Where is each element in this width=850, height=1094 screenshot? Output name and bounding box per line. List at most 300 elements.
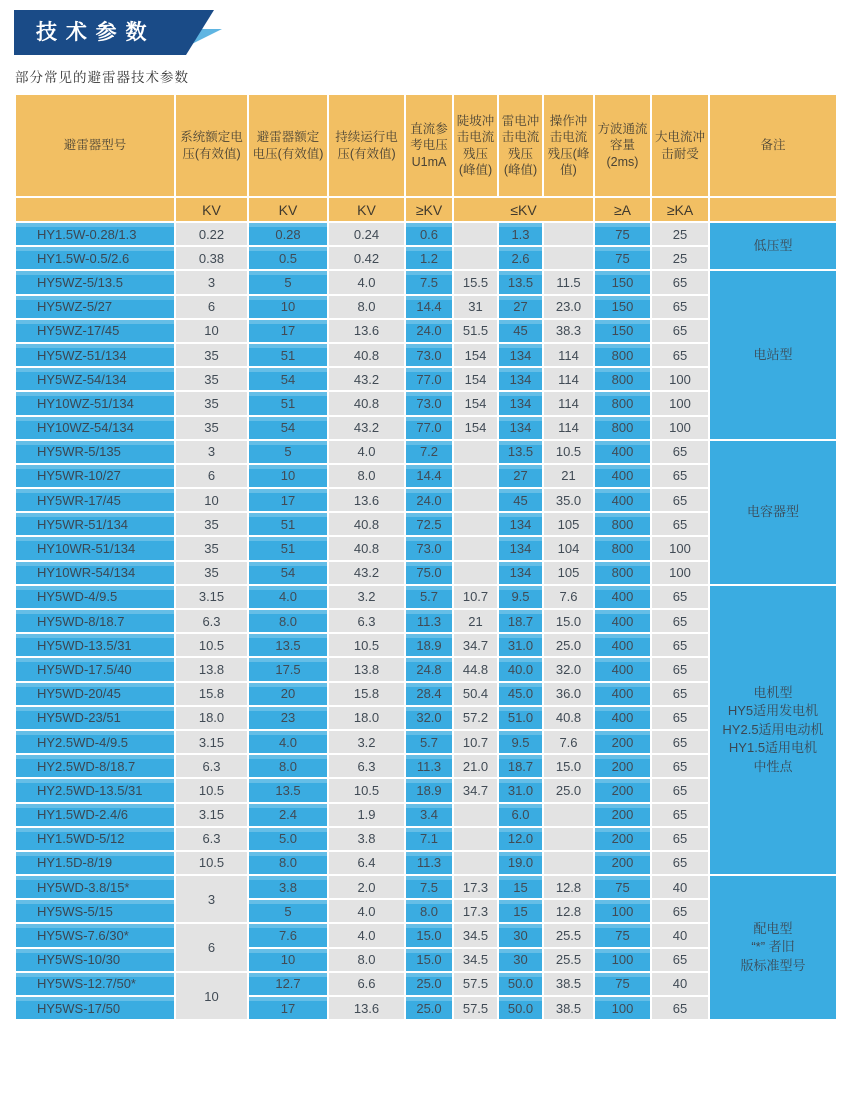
cell-sys: 6 [175,295,248,319]
cell-highcur: 65 [651,440,709,464]
cell-rated: 51 [248,536,328,560]
cell-steep: 34.5 [453,923,498,947]
cell-sys: 35 [175,512,248,536]
cell-steep [453,464,498,488]
cell-lightning: 45 [498,488,543,512]
cell-highcur: 65 [651,464,709,488]
cell-lightning: 50.0 [498,996,543,1020]
cell-sys: 35 [175,536,248,560]
cell-highcur: 65 [651,730,709,754]
cell-steep: 31 [453,295,498,319]
arrester-spec-table [14,93,838,1021]
cell-highcur: 65 [651,682,709,706]
cell-lightning: 134 [498,536,543,560]
cell-model: HY5WD-4/9.5 [15,585,175,609]
cell-dc: 11.3 [405,609,453,633]
header-row [15,94,837,197]
table-row [15,222,837,246]
cell-dc: 32.0 [405,706,453,730]
cell-highcur: 65 [651,319,709,343]
cell-sqwave: 100 [594,948,651,972]
cell-model: HY5WZ-54/134 [15,367,175,391]
units-row [15,197,837,222]
remark-line: 配电型 [753,920,793,936]
cell-switching: 25.5 [543,948,594,972]
cell-switching [543,827,594,851]
cell-model: HY10WR-54/134 [15,561,175,585]
cell-model: HY5WD-17.5/40 [15,657,175,681]
cell-highcur: 65 [651,488,709,512]
cell-steep [453,246,498,270]
cell-cov: 43.2 [328,561,405,585]
cell-cov: 13.8 [328,657,405,681]
cell-sqwave: 800 [594,536,651,560]
cell-dc: 15.0 [405,923,453,947]
cell-model: HY5WD-13.5/31 [15,633,175,657]
cell-cov: 10.5 [328,778,405,802]
cell-switching: 10.5 [543,440,594,464]
cell-steep: 44.8 [453,657,498,681]
cell-steep [453,440,498,464]
cell-sys: 6 [175,464,248,488]
cell-lightning: 31.0 [498,778,543,802]
cell-cov: 8.0 [328,295,405,319]
cell-sys: 18.0 [175,706,248,730]
cell-model: HY5WS-12.7/50* [15,972,175,996]
cell-dc: 18.9 [405,633,453,657]
cell-cov: 10.5 [328,633,405,657]
cell-sqwave: 75 [594,875,651,899]
cell-rated: 8.0 [248,754,328,778]
cell-dc: 73.0 [405,343,453,367]
cell-cov: 0.42 [328,246,405,270]
cell-lightning: 15 [498,875,543,899]
remark-cell [709,875,837,1020]
cell-switching: 12.8 [543,875,594,899]
cell-dc: 0.6 [405,222,453,246]
cell-steep [453,827,498,851]
column-header-0: 避雷器型号 [15,94,175,197]
table-subtitle: 部分常见的避雷器技术参数 [15,70,189,85]
cell-rated: 8.0 [248,851,328,875]
cell-steep: 17.3 [453,875,498,899]
cell-cov: 43.2 [328,416,405,440]
cell-sys: 10 [175,488,248,512]
cell-steep [453,512,498,536]
cell-model: HY1.5W-0.28/1.3 [15,222,175,246]
cell-sys: 10.5 [175,633,248,657]
remark-cell [709,585,837,875]
cell-switching: 32.0 [543,657,594,681]
cell-cov: 3.2 [328,730,405,754]
cell-sys-merged: 6 [175,923,248,971]
cell-highcur: 40 [651,972,709,996]
cell-rated: 5.0 [248,827,328,851]
cell-dc: 18.9 [405,778,453,802]
cell-switching [543,803,594,827]
cell-sqwave: 200 [594,827,651,851]
cell-dc: 28.4 [405,682,453,706]
cell-cov: 43.2 [328,367,405,391]
cell-sys: 6.3 [175,754,248,778]
cell-model: HY5WS-7.6/30* [15,923,175,947]
remark-line: 中性点 [753,758,793,774]
cell-sys: 35 [175,416,248,440]
cell-dc: 77.0 [405,367,453,391]
cell-highcur: 65 [651,343,709,367]
cell-model: HY5WR-5/135 [15,440,175,464]
cell-rated: 54 [248,561,328,585]
cell-dc: 73.0 [405,391,453,415]
cell-dc: 5.7 [405,730,453,754]
remark-cell [709,270,837,439]
cell-switching: 23.0 [543,295,594,319]
cell-highcur: 65 [651,657,709,681]
cell-rated: 54 [248,367,328,391]
cell-steep: 57.5 [453,996,498,1020]
cell-dc: 73.0 [405,536,453,560]
cell-switching: 114 [543,391,594,415]
cell-model: HY1.5WD-2.4/6 [15,803,175,827]
cell-dc: 11.3 [405,851,453,875]
cell-highcur: 40 [651,923,709,947]
cell-highcur: 100 [651,416,709,440]
remark-line: HY5适用发电机 [727,703,819,719]
remark-line: HY1.5适用电机 [728,740,818,756]
remark-line: 版标准型号 [740,957,806,973]
cell-lightning: 6.0 [498,803,543,827]
cell-sqwave: 400 [594,633,651,657]
unit-cell-1: KV [175,197,248,222]
unit-cell-6: ≥A [594,197,651,222]
cell-highcur: 65 [651,899,709,923]
cell-cov: 0.24 [328,222,405,246]
cell-steep: 17.3 [453,899,498,923]
cell-lightning: 51.0 [498,706,543,730]
unit-cell-5: ≤KV [453,197,594,222]
unit-cell-0 [15,197,175,222]
column-header-5: 陡坡冲击电流残压(峰值) [453,94,498,197]
cell-steep: 21.0 [453,754,498,778]
cell-rated: 5 [248,899,328,923]
cell-dc: 15.0 [405,948,453,972]
cell-lightning: 134 [498,512,543,536]
cell-model: HY5WD-8/18.7 [15,609,175,633]
cell-sys: 10.5 [175,851,248,875]
cell-sqwave: 100 [594,996,651,1020]
cell-rated: 10 [248,464,328,488]
cell-sys: 35 [175,561,248,585]
unit-cell-2: KV [248,197,328,222]
cell-sys: 3.15 [175,730,248,754]
cell-model: HY10WZ-54/134 [15,416,175,440]
remark-cell [709,440,837,585]
cell-lightning: 15 [498,899,543,923]
cell-sqwave: 75 [594,222,651,246]
column-header-3: 持续运行电压(有效值) [328,94,405,197]
cell-lightning: 45.0 [498,682,543,706]
cell-steep: 51.5 [453,319,498,343]
table-row [15,875,837,899]
cell-rated: 7.6 [248,923,328,947]
cell-highcur: 65 [651,609,709,633]
cell-lightning: 134 [498,561,543,585]
cell-sqwave: 800 [594,343,651,367]
cell-steep: 34.7 [453,633,498,657]
cell-rated: 13.5 [248,633,328,657]
cell-switching: 7.6 [543,585,594,609]
cell-model: HY5WZ-51/134 [15,343,175,367]
cell-cov: 8.0 [328,948,405,972]
cell-sys: 10.5 [175,778,248,802]
cell-lightning: 31.0 [498,633,543,657]
cell-cov: 6.3 [328,609,405,633]
cell-sqwave: 200 [594,851,651,875]
cell-lightning: 1.3 [498,222,543,246]
cell-cov: 6.4 [328,851,405,875]
cell-sys: 13.8 [175,657,248,681]
cell-lightning: 19.0 [498,851,543,875]
cell-highcur: 65 [651,803,709,827]
cell-lightning: 13.5 [498,270,543,294]
cell-rated: 5 [248,440,328,464]
unit-cell-3: KV [328,197,405,222]
cell-sys: 10 [175,319,248,343]
cell-model: HY5WD-23/51 [15,706,175,730]
unit-cell-8 [709,197,837,222]
cell-sqwave: 75 [594,923,651,947]
cell-highcur: 100 [651,367,709,391]
cell-switching [543,246,594,270]
cell-sqwave: 400 [594,488,651,512]
cell-dc: 1.2 [405,246,453,270]
cell-model: HY2.5WD-4/9.5 [15,730,175,754]
cell-cov: 13.6 [328,996,405,1020]
remark-line: 电机型 [753,684,793,700]
cell-model: HY10WZ-51/134 [15,391,175,415]
cell-highcur: 40 [651,875,709,899]
cell-lightning: 9.5 [498,585,543,609]
cell-lightning: 18.7 [498,609,543,633]
cell-switching: 105 [543,561,594,585]
cell-dc: 24.0 [405,488,453,512]
cell-highcur: 65 [651,295,709,319]
cell-lightning: 134 [498,391,543,415]
cell-rated: 8.0 [248,609,328,633]
column-header-9: 大电流冲击耐受 [651,94,709,197]
cell-model: HY5WZ-5/13.5 [15,270,175,294]
column-header-6: 雷电冲击电流残压(峰值) [498,94,543,197]
cell-switching: 35.0 [543,488,594,512]
cell-dc: 77.0 [405,416,453,440]
cell-lightning: 40.0 [498,657,543,681]
cell-switching: 114 [543,343,594,367]
cell-sqwave: 400 [594,682,651,706]
table-body [15,222,837,1020]
cell-steep: 21 [453,609,498,633]
cell-model: HY1.5D-8/19 [15,851,175,875]
cell-dc: 3.4 [405,803,453,827]
remark-line: 低压型 [753,237,793,253]
unit-cell-7: ≥KA [651,197,709,222]
cell-sys: 0.22 [175,222,248,246]
cell-cov: 15.8 [328,682,405,706]
cell-rated: 51 [248,391,328,415]
cell-cov: 40.8 [328,391,405,415]
cell-dc: 7.5 [405,270,453,294]
cell-rated: 2.4 [248,803,328,827]
cell-rated: 4.0 [248,585,328,609]
cell-dc: 11.3 [405,754,453,778]
column-header-4: 直流参考电压U1mA [405,94,453,197]
remark-cell [709,222,837,270]
cell-steep: 15.5 [453,270,498,294]
cell-highcur: 65 [651,851,709,875]
cell-sqwave: 400 [594,585,651,609]
cell-dc: 7.5 [405,875,453,899]
cell-sys-merged: 10 [175,972,248,1020]
cell-sqwave: 150 [594,295,651,319]
cell-steep [453,536,498,560]
cell-sqwave: 800 [594,416,651,440]
cell-sqwave: 150 [594,319,651,343]
cell-cov: 4.0 [328,440,405,464]
cell-highcur: 65 [651,633,709,657]
cell-steep: 50.4 [453,682,498,706]
unit-cell-4: ≥KV [405,197,453,222]
cell-switching: 7.6 [543,730,594,754]
cell-rated: 51 [248,343,328,367]
cell-sqwave: 400 [594,440,651,464]
cell-steep: 34.5 [453,948,498,972]
column-header-2: 避雷器额定电压(有效值) [248,94,328,197]
cell-steep: 57.5 [453,972,498,996]
cell-dc: 7.2 [405,440,453,464]
cell-sys: 3 [175,270,248,294]
cell-model: HY5WR-10/27 [15,464,175,488]
cell-rated: 17.5 [248,657,328,681]
cell-rated: 0.5 [248,246,328,270]
cell-cov: 1.9 [328,803,405,827]
cell-switching [543,851,594,875]
cell-switching: 25.0 [543,778,594,802]
cell-lightning: 45 [498,319,543,343]
cell-model: HY5WD-20/45 [15,682,175,706]
cell-model: HY1.5W-0.5/2.6 [15,246,175,270]
cell-sqwave: 100 [594,899,651,923]
cell-cov: 13.6 [328,488,405,512]
cell-cov: 6.3 [328,754,405,778]
cell-cov: 4.0 [328,899,405,923]
cell-lightning: 30 [498,923,543,947]
cell-switching: 11.5 [543,270,594,294]
cell-switching: 38.3 [543,319,594,343]
cell-sys: 15.8 [175,682,248,706]
cell-steep: 154 [453,416,498,440]
cell-lightning: 9.5 [498,730,543,754]
cell-lightning: 30 [498,948,543,972]
cell-model: HY5WR-17/45 [15,488,175,512]
cell-dc: 8.0 [405,899,453,923]
cell-sqwave: 400 [594,706,651,730]
cell-sqwave: 800 [594,561,651,585]
cell-sqwave: 200 [594,754,651,778]
cell-lightning: 27 [498,464,543,488]
cell-sqwave: 75 [594,246,651,270]
cell-highcur: 65 [651,754,709,778]
remark-line: 电容器型 [746,504,799,520]
cell-sqwave: 75 [594,972,651,996]
cell-rated: 4.0 [248,730,328,754]
cell-steep: 34.7 [453,778,498,802]
cell-model: HY5WS-10/30 [15,948,175,972]
cell-highcur: 25 [651,222,709,246]
cell-cov: 13.6 [328,319,405,343]
tech-params-banner [14,10,220,55]
cell-lightning: 2.6 [498,246,543,270]
cell-dc: 7.1 [405,827,453,851]
cell-dc: 25.0 [405,996,453,1020]
cell-highcur: 65 [651,948,709,972]
banner-title: 技术参数 [36,21,156,44]
cell-switching: 21 [543,464,594,488]
cell-lightning: 12.0 [498,827,543,851]
cell-sys: 3.15 [175,585,248,609]
cell-cov: 4.0 [328,270,405,294]
cell-steep [453,851,498,875]
cell-steep: 57.2 [453,706,498,730]
cell-lightning: 13.5 [498,440,543,464]
cell-highcur: 100 [651,391,709,415]
cell-rated: 51 [248,512,328,536]
cell-lightning: 27 [498,295,543,319]
cell-steep: 154 [453,367,498,391]
cell-highcur: 65 [651,512,709,536]
cell-lightning: 18.7 [498,754,543,778]
cell-highcur: 65 [651,778,709,802]
cell-sys: 6.3 [175,609,248,633]
cell-cov: 3.2 [328,585,405,609]
cell-cov: 6.6 [328,972,405,996]
cell-sqwave: 400 [594,657,651,681]
cell-dc: 14.4 [405,295,453,319]
table-row [15,585,837,609]
cell-dc: 5.7 [405,585,453,609]
cell-steep [453,803,498,827]
cell-dc: 24.8 [405,657,453,681]
cell-steep: 154 [453,343,498,367]
cell-rated: 10 [248,295,328,319]
cell-cov: 2.0 [328,875,405,899]
cell-cov: 40.8 [328,536,405,560]
cell-highcur: 65 [651,996,709,1020]
cell-highcur: 65 [651,270,709,294]
cell-sqwave: 800 [594,391,651,415]
cell-highcur: 100 [651,536,709,560]
cell-model: HY5WS-5/15 [15,899,175,923]
cell-sqwave: 200 [594,730,651,754]
cell-switching [543,222,594,246]
cell-switching: 15.0 [543,609,594,633]
cell-sys-merged: 3 [175,875,248,923]
remark-line: 电站型 [753,346,793,362]
cell-rated: 23 [248,706,328,730]
cell-model: HY5WD-3.8/15* [15,875,175,899]
cell-cov: 40.8 [328,512,405,536]
cell-rated: 10 [248,948,328,972]
cell-sqwave: 800 [594,512,651,536]
cell-switching: 38.5 [543,996,594,1020]
